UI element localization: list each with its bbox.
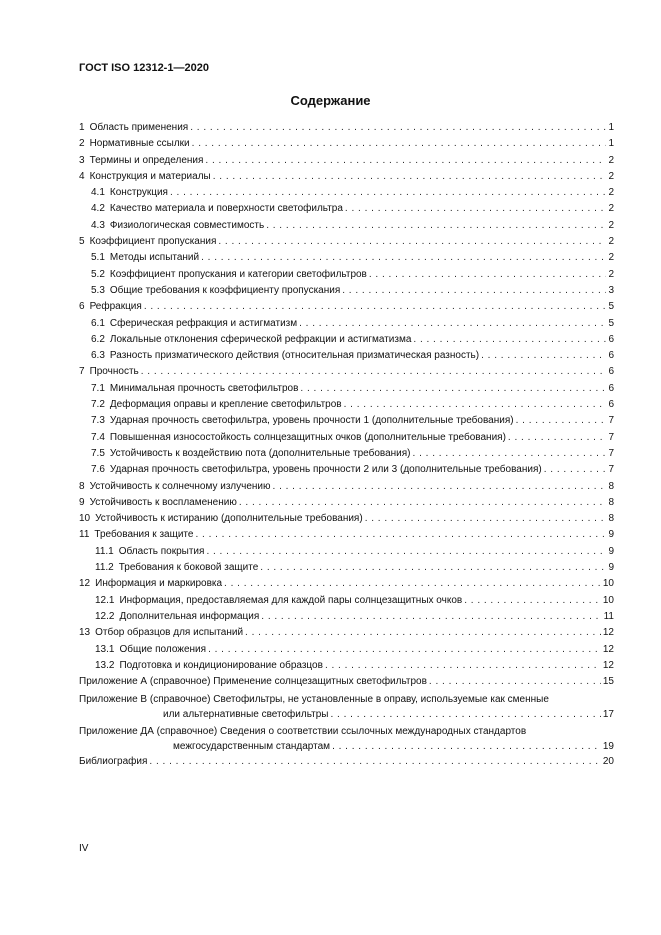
toc-entry-title: Нормативные ссылки (89, 138, 190, 150)
page-ref: 12 (602, 643, 614, 655)
toc-entry[interactable] (79, 348, 614, 364)
appendix-title: Применение солнцезащитных светофильтров (213, 676, 427, 688)
toc-appendix-a[interactable] (79, 674, 614, 690)
toc-entry[interactable] (79, 576, 614, 592)
page-ref: 3 (608, 284, 614, 296)
toc-entry-number: 11.1 (95, 545, 114, 557)
document-code: ГОСТ ISO 12312-1—2020 (79, 62, 209, 74)
toc-entry[interactable] (79, 495, 614, 511)
toc-bibliography[interactable] (79, 754, 614, 770)
leader-dots (190, 120, 606, 136)
page-ref: 7 (608, 447, 614, 459)
toc-entry-title: Деформация оправы и крепление светофильтров (109, 399, 342, 411)
leader-dots (413, 446, 607, 462)
appendix-title-line2: или альтернативные светофильтры (163, 709, 329, 721)
leader-dots (544, 462, 607, 478)
leader-dots (224, 576, 601, 592)
toc-entry[interactable] (79, 593, 614, 609)
toc-entry-title: Коэффициент пропускания и категории светофильтров (109, 268, 367, 280)
leader-dots (192, 136, 607, 152)
appendix-title-line1: Сведения о соответствии ссылочных международных стандартов (220, 726, 527, 738)
leader-dots (516, 413, 607, 429)
toc-entry-number: 12 (79, 578, 91, 590)
toc-entry[interactable] (79, 479, 614, 495)
toc-entry[interactable] (79, 462, 614, 478)
leader-dots (464, 593, 601, 609)
leader-dots (149, 754, 600, 770)
toc-entry-number: 11 (79, 529, 90, 541)
page-ref: 2 (608, 187, 614, 199)
page-ref: 6 (608, 382, 614, 394)
leader-dots (325, 658, 601, 674)
page-ref: 15 (602, 676, 614, 688)
toc-entry-title: Ударная прочность светофильтра, уровень прочности 1 (дополнительные требования) (109, 415, 514, 427)
leader-dots (141, 364, 607, 380)
toc-entry-title: Область покрытия (118, 545, 205, 557)
toc-entry[interactable] (79, 625, 614, 641)
toc-entry-title: Устойчивость к истиранию (дополнительные требования) (95, 513, 363, 525)
leader-dots (369, 267, 607, 283)
toc-entry-number: 11.2 (95, 562, 114, 574)
toc-entry[interactable] (79, 250, 614, 266)
toc-entry-title: Минимальная прочность светофильтров (109, 382, 299, 394)
toc-entry-title: Общие требования к коэффициенту пропускания (109, 284, 341, 296)
bibliography-label: Библиография (79, 756, 148, 768)
page-ref: 2 (608, 236, 614, 248)
toc-entry[interactable] (79, 560, 614, 576)
toc-entry-number: 7.2 (91, 399, 105, 411)
page-ref: 2 (608, 252, 614, 264)
leader-dots (344, 397, 607, 413)
leader-dots (195, 527, 606, 543)
toc-entry-title: Требования к боковой защите (118, 562, 259, 574)
toc-entry-title: Общие положения (119, 643, 207, 655)
toc-entry-title: Область применения (89, 122, 189, 133)
toc-entry-number: 4.3 (91, 219, 105, 231)
page-ref: 12 (602, 627, 614, 639)
toc-entry-number: 2 (79, 138, 85, 150)
toc-entry[interactable] (79, 332, 614, 348)
page-ref: 17 (602, 709, 614, 721)
toc-entry-number: 6.2 (91, 333, 105, 345)
toc-entry-title: Разность призматического действия (относительная призматическая разность) (109, 350, 480, 362)
page-number: IV (79, 843, 89, 854)
toc-entry-title: Ударная прочность светофильтра, уровень прочности 2 или 3 (дополнительные требования) (109, 464, 542, 476)
toc-entry[interactable] (79, 430, 614, 446)
leader-dots (342, 283, 606, 299)
leader-dots (332, 739, 601, 754)
toc-entry-number: 4.1 (91, 187, 105, 199)
leader-dots (205, 153, 606, 169)
toc-entry-number: 5.3 (91, 284, 105, 296)
page-ref: 7 (608, 415, 614, 427)
toc-entry-number: 13.1 (95, 643, 115, 655)
leader-dots (170, 185, 606, 201)
page-ref: 8 (608, 496, 614, 508)
toc-entry-title: Дополнительная информация (119, 610, 260, 622)
toc-entry-number: 9 (79, 496, 85, 508)
leader-dots (208, 642, 601, 658)
toc-entry[interactable] (79, 283, 614, 299)
toc-entry-number: 7 (79, 366, 85, 378)
toc-entry-number: 13.2 (95, 659, 115, 671)
toc-entry-number: 4.2 (91, 203, 105, 215)
appendix-title-line1: Светофильтры, не установленные в оправу, используемые как сменные (213, 694, 549, 706)
page-ref: 5 (608, 301, 614, 313)
toc-entry-title: Информация, предоставляемая для каждой пары солнцезащитных очков (119, 594, 463, 606)
leader-dots (245, 625, 601, 641)
toc-entry-title: Конструкция (109, 187, 168, 199)
toc-entry[interactable] (79, 364, 614, 380)
toc-entry[interactable] (79, 413, 614, 429)
toc-entry-title: Локальные отклонения сферической рефракции и астигматизма (109, 333, 412, 345)
toc-entry[interactable] (79, 169, 614, 185)
toc-entry[interactable] (79, 185, 614, 201)
appendix-label: Приложение В (справочное) (79, 694, 211, 706)
page-ref: 19 (602, 741, 614, 753)
toc-entry-title: Коэффициент пропускания (89, 236, 217, 248)
leader-dots (239, 495, 607, 511)
page-ref: 9 (608, 529, 614, 541)
leader-dots (260, 560, 606, 576)
leader-dots (261, 609, 601, 625)
toc-entry[interactable] (79, 267, 614, 283)
page-ref: 20 (602, 756, 614, 768)
toc-entry-number: 8 (79, 480, 85, 492)
toc-entry[interactable] (79, 381, 614, 397)
page-ref: 9 (608, 545, 614, 557)
table-of-contents (79, 120, 614, 771)
page-ref: 8 (608, 513, 614, 525)
toc-entry[interactable] (79, 120, 614, 136)
toc-entry-number: 7.1 (91, 382, 105, 394)
toc-entry-title: Информация и маркировка (95, 578, 223, 590)
leader-dots (206, 544, 606, 560)
leader-dots (213, 169, 607, 185)
toc-entry-number: 12.1 (95, 594, 115, 606)
page-ref: 12 (602, 659, 614, 671)
leader-dots (300, 381, 606, 397)
page-ref: 10 (602, 594, 614, 606)
toc-entry[interactable] (79, 544, 614, 560)
page-ref: 6 (608, 350, 614, 362)
toc-entry-number: 7.5 (91, 447, 105, 459)
leader-dots (266, 218, 606, 234)
toc-entry[interactable] (79, 511, 614, 527)
leader-dots (365, 511, 607, 527)
toc-entry-title: Методы испытаний (109, 252, 200, 264)
leader-dots (345, 201, 607, 217)
page-ref: 2 (608, 170, 614, 182)
appendix-label: Приложение А (справочное) (79, 676, 211, 688)
toc-entry-number: 6.3 (91, 350, 105, 362)
toc-entry-title: Устойчивость к солнечному излучению (89, 480, 271, 492)
toc-entry-number: 12.2 (95, 610, 115, 622)
toc-entry-number: 5 (79, 236, 85, 248)
toc-entry-title: Сферическая рефракция и астигматизм (109, 317, 298, 329)
page-ref: 1 (608, 138, 614, 150)
toc-entry-title: Физиологическая совместимость (109, 219, 265, 231)
toc-entry-title: Повышенная износостойкость солнцезащитных очков (дополнительные требования) (109, 431, 506, 443)
leader-dots (429, 674, 601, 690)
toc-entry-number: 4 (79, 170, 85, 182)
toc-entry-number: 5.1 (91, 252, 105, 264)
page-ref: 10 (602, 578, 614, 590)
toc-appendix-da[interactable] (79, 724, 614, 754)
toc-entry[interactable] (79, 642, 614, 658)
toc-entry-number: 7.4 (91, 431, 105, 443)
page-ref: 7 (608, 431, 614, 443)
toc-entry[interactable] (79, 136, 614, 152)
toc-entry[interactable] (79, 234, 614, 250)
toc-entry[interactable] (79, 201, 614, 217)
toc-entry-number: 5.2 (91, 268, 105, 280)
leader-dots (413, 332, 606, 348)
page-ref: 6 (608, 399, 614, 411)
toc-entry-number: 10 (79, 513, 91, 525)
page-ref: 7 (608, 464, 614, 476)
toc-entry-title: Качество материала и поверхности светофильтра (109, 203, 343, 215)
toc-entry-title: Требования к защите (94, 529, 194, 541)
leader-dots (273, 479, 607, 495)
toc-entry-number: 3 (79, 154, 85, 166)
toc-entry-number: 7.3 (91, 415, 105, 427)
toc-entry-number: 13 (79, 627, 91, 639)
page-ref: 2 (608, 203, 614, 215)
toc-entry-title: Устойчивость к воспламенению (89, 496, 237, 508)
toc-entry-title: Устойчивость к воздействию пота (дополнительные требования) (109, 447, 411, 459)
page-ref: 8 (608, 480, 614, 492)
toc-entry-title: Отбор образцов для испытаний (95, 627, 244, 639)
toc-entry-title: Прочность (89, 366, 139, 378)
leader-dots (299, 316, 606, 332)
page-ref: 2 (608, 268, 614, 280)
page-ref: 2 (608, 154, 614, 166)
toc-appendix-b[interactable] (79, 692, 614, 722)
leader-dots (218, 234, 606, 250)
page-ref: 2 (608, 219, 614, 231)
toc-title: Содержание (290, 93, 371, 108)
toc-entry-number: 6 (79, 301, 85, 313)
toc-entry[interactable] (79, 609, 614, 625)
toc-entry-number: 6.1 (91, 317, 105, 329)
appendix-label: Приложение ДА (справочное) (79, 726, 218, 738)
toc-entry-title: Подготовка и кондиционирование образцов (119, 659, 323, 671)
leader-dots (330, 707, 600, 722)
leader-dots (201, 250, 606, 266)
toc-entry[interactable] (79, 397, 614, 413)
toc-entry[interactable] (79, 446, 614, 462)
page-ref: 11 (603, 610, 614, 622)
leader-dots (481, 348, 606, 364)
toc-entry-number: 1 (79, 122, 85, 133)
page-ref: 5 (608, 317, 614, 329)
toc-entry[interactable] (79, 299, 614, 315)
page-ref: 9 (608, 562, 614, 574)
page-ref: 6 (608, 333, 614, 345)
toc-entry-number: 7.6 (91, 464, 105, 476)
appendix-title-line2: межгосударственным стандартам (173, 741, 331, 753)
toc-entry[interactable] (79, 218, 614, 234)
leader-dots (508, 430, 607, 446)
toc-entry[interactable] (79, 527, 614, 543)
toc-entry-title: Термины и определения (89, 154, 204, 166)
page-ref: 6 (608, 366, 614, 378)
toc-entry[interactable] (79, 153, 614, 169)
toc-entry[interactable] (79, 658, 614, 674)
page-ref: 1 (608, 122, 614, 133)
leader-dots (144, 299, 607, 315)
toc-entry[interactable] (79, 316, 614, 332)
toc-entry-title: Рефракция (89, 301, 142, 313)
toc-entry-title: Конструкция и материалы (89, 170, 211, 182)
